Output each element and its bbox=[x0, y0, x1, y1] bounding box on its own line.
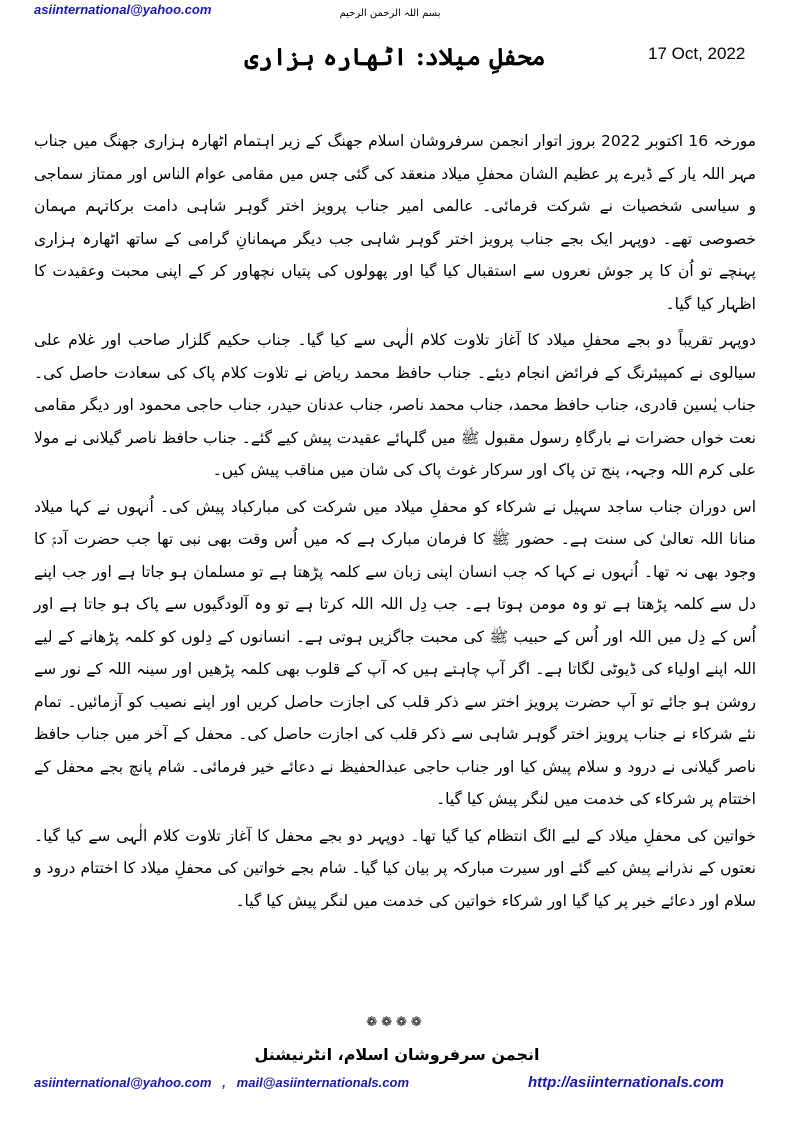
bismillah-text: بسم اللہ الرحمن الرحیم bbox=[339, 8, 441, 19]
page-title: محفلِ میلاد: اٹھارہ ہزاری bbox=[244, 42, 546, 71]
article-paragraph: مورخہ 16 اکتوبر 2022 بروز اتوار انجمن سرفروشان اسلام جھنگ کے زیر اہتمام اٹھارہ ہزاری جھنگ میں جناب مہر اللہ یار کے ڈیرے پر عظیم الشان محفلِ میلاد منعقد کی گئی جس میں مقامی عوام الناس اور ممتاز سماجی و سیاسی شخصیات نے شرکت فرمائی۔ عالمی امیر جناب پرویز اختر گوہر شاہی دامت برکاتہم مہمان خصوصی تھے۔ دوپہر ایک بجے جناب پرویز اختر گوہر شاہی جب دیگر مہمانانِ گرامی کے ساتھ اٹھارہ ہزاری پہنچے تو اُن کا پر جوش نعروں سے استقبال کیا گیا اور پھولوں کی پتیاں نچھاور کر کے اپنی محبت وعقیدت کا اظہار کیا گیا۔ bbox=[34, 132, 757, 313]
article-paragraph: اس دوران جناب ساجد سہیل نے شرکاء کو محفلِ میلاد میں شرکت کی مبارکباد پیش کی۔ اُنہوں نے کہا میلاد منانا اللہ تعالیٰ کی سنت ہے۔ حضور ﷺ کا فرمان مبارک ہے کہ میں اُس وقت بھی نبی تھا جب حضرت آدمؑ کا وجود بھی نہ تھا۔ اُنہوں نے کہا کہ جب انسان اپنی زبان سے کلمہ پڑھتا ہے تو مسلمان ہو جاتا ہے اور جب اپنے دل سے کلمہ پڑھتا ہے تو وہ مومن ہوتا ہے۔ جب دِل اللہ اللہ کرتا ہے تو وہ آلودگیوں سے پاک ہو جاتا ہے اور اُس کے دِل میں اللہ اور اُس کے حبیب ﷺ کی محبت جاگزیں ہوتی ہے۔ انسانوں کے دِلوں کو کلمہ پڑھانے کے لیے اللہ اپنے اولیاء کی ڈیوٹی لگاتا ہے۔ اگر آپ چاہتے ہیں کہ آپ کے قلوب بھی کلمہ پڑھیں اور سینہ اللہ کے نور سے روشن ہو جائے تو آپ حضرت پرویز اختر سے ذکر قلب کی اجازت حاصل کریں اور اپنے نصیب کو آزمائیں۔ تمام نئے شرکاء نے جناب پرویز اختر گوہر شاہی سے ذکر قلب کی اجازت حاصل کی۔ محفل کے آخر میں جناب حافظ ناصر گیلانی نے درود و سلام پیش کیا اور جناب حاجی عبدالحفیظ نے دعائے خیر فرمائی۔ شام پانچ بجے محفل کے اختتام پر شرکاء کی خدمت میں لنگر پیش کیا گیا۔ bbox=[34, 497, 756, 808]
publish-date: 17 Oct, 2022 bbox=[648, 44, 746, 63]
article-paragraph: دوپہر تقریباً دو بجے محفلِ میلاد کا آغاز تلاوت کلام الٰہی سے کیا گیا۔ جناب حکیم گلزار صاحب اور غلام علی سیالوی نے کمپیئرنگ کے فرائض انجام دیئے۔ جناب حافظ محمد ریاض نے تلاوت کلام پاک کی سعادت حاصل کی۔ جناب یٰسین قادری، جناب حافظ محمد، جناب محمد ناصر، جناب عدنان حیدر، جناب حاجی محمود اور دیگر مقامی نعت خواں حضرات نے بارگاہِ رسول مقبول ﷺ میں گلہائے عقیدت پیش کیے گئے۔ جناب حافظ ناصر گیلانی نے مولا علی کرم اللہ وجہہ، پنج تن پاک اور سرکار غوث پاک کی شان میں مناقب پیش کیں۔ bbox=[34, 331, 756, 479]
organization-name: انجمن سرفروشان اسلام، انٹرنیشنل bbox=[254, 1045, 540, 1064]
header-email-link[interactable]: asiinternational@yahoo.com bbox=[34, 2, 212, 17]
footer-email-links[interactable]: asiinternational@yahoo.com , mail@asiinternationals.com bbox=[34, 1075, 410, 1090]
article-body bbox=[34, 125, 756, 921]
article-paragraph: خواتین کی محفلِ میلاد کے لیے الگ انتظام کیا گیا تھا۔ دوپہر دو بجے محفل کا آغاز تلاوت کلام الٰہی سے کیا گیا۔ نعتوں کے نذرانے پیش کیے گئے اور سیرت مبارکہ پر بیان کیا گیا۔ شام بجے خواتین کی محفلِ میلاد کا اختتام درود و سلام اور دعائے خیر پر کیا گیا اور شرکاء خواتین کی خدمت میں لنگر پیش کیا گیا۔ bbox=[34, 826, 756, 910]
flower-ornament-divider: ❁❁❁❁ bbox=[366, 1015, 426, 1030]
website-link[interactable]: http://asiinternationals.com bbox=[528, 1074, 724, 1091]
